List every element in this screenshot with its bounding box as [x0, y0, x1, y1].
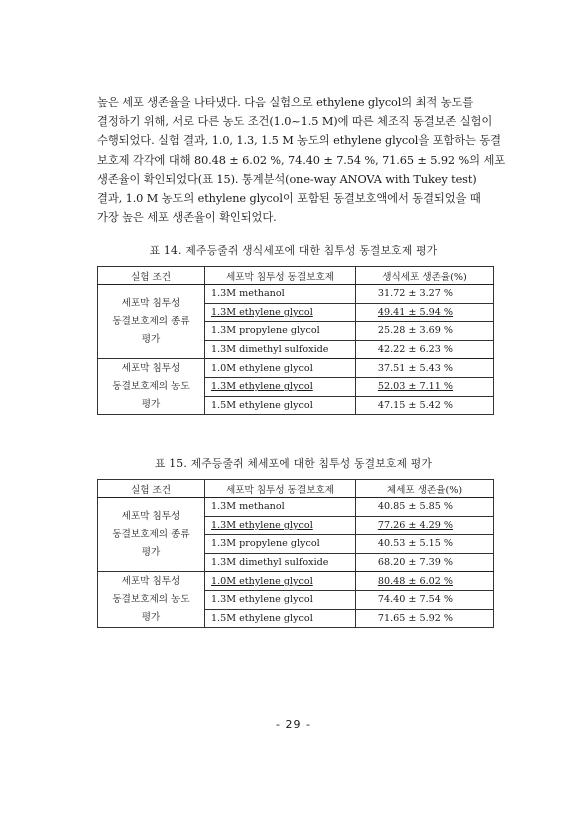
paragraph-line: 수행되었다. 실험 결과, 1.0, 1.3, 1.5 M 농도의 ethylene glycol을 포함하는 동결 [97, 134, 501, 148]
table-15 [97, 479, 494, 628]
value-cell: 42.22 ± 6.23 % [356, 340, 494, 359]
agent-cell: 1.3M propylene glycol [205, 322, 356, 341]
header-agent: 세포막 침투성 동결보호제 [205, 267, 356, 285]
agent-cell: 1.3M methanol [205, 498, 356, 517]
table-row [98, 498, 494, 517]
value-cell [356, 572, 494, 591]
agent-cell: 1.3M ethylene glycol [205, 516, 356, 535]
agent-cell: 1.3M methanol [205, 285, 356, 304]
group-type-label: 세포막 침투성 동결보호제의 종류 평가 [98, 498, 205, 572]
value-cell: 31.72 ± 3.27 % [356, 285, 494, 304]
group-type-label: 세포막 침투성 동결보호제의 종류 평가 [98, 285, 205, 359]
value-cell: 40.53 ± 5.15 % [356, 535, 494, 554]
value-cell: 37.51 ± 5.43 % [356, 359, 494, 378]
value-cell [356, 516, 494, 535]
value-cell: 40.85 ± 5.85 % [356, 498, 494, 517]
paragraph-line: 가장 높은 세포 생존율이 확인되었다. [97, 211, 277, 225]
value-cell [356, 303, 494, 322]
value-cell: 25.28 ± 3.69 % [356, 322, 494, 341]
table-header-row [98, 267, 494, 285]
header-survival: 체세포 생존율(%) [356, 480, 494, 498]
paragraph-line: 결정하기 위해, 서로 다른 농도 조건(1.0~1.5 M)에 따른 체조직 동결보존 실험이 [97, 115, 493, 129]
agent-cell: 1.5M ethylene glycol [205, 609, 356, 628]
table-14-caption: 표 14. 제주등줄쥐 생식세포에 대한 침투성 동결보호제 평가 [149, 244, 438, 257]
paragraph-line: 높은 세포 생존율을 나타냈다. 다음 실험으로 ethylene glycol의 최적 농도를 [97, 96, 474, 109]
value-cell: 71.65 ± 5.92 % [356, 609, 494, 628]
value-cell [356, 377, 494, 396]
table-14 [97, 266, 494, 415]
value-text: 80.48 ± 6.02 % [377, 575, 453, 587]
agent-cell: 1.3M dimethyl sulfoxide [205, 340, 356, 359]
table-row [98, 285, 494, 304]
header-condition: 실험 조건 [98, 480, 205, 498]
header-agent: 세포막 침투성 동결보호제 [205, 480, 356, 498]
value-text: 77.26 ± 4.29 % [377, 519, 453, 531]
table-row [98, 572, 494, 591]
group-concentration-label: 세포막 침투성 동결보호제의 농도 평가 [98, 359, 205, 415]
table-header-row [98, 480, 494, 498]
body-paragraph [97, 93, 506, 227]
value-cell: 68.20 ± 7.39 % [356, 553, 494, 572]
paragraph-line: 결과, 1.0 M 농도의 ethylene glycol이 포함된 동결보호액에서 동결되었을 때 [97, 192, 481, 206]
header-survival: 생식세포 생존율(%) [356, 267, 494, 285]
agent-cell: 1.3M ethylene glycol [205, 377, 356, 396]
group-concentration-label: 세포막 침투성 동결보호제의 농도 평가 [98, 572, 205, 628]
header-condition: 실험 조건 [98, 267, 205, 285]
agent-cell: 1.3M dimethyl sulfoxide [205, 553, 356, 572]
agent-cell: 1.3M propylene glycol [205, 535, 356, 554]
page-number: - 29 - [276, 718, 311, 731]
agent-cell: 1.3M ethylene glycol [205, 303, 356, 322]
agent-cell: 1.5M ethylene glycol [205, 396, 356, 415]
table-15-caption: 표 15. 제주등줄쥐 체세포에 대한 침투성 동결보호제 평가 [154, 457, 433, 470]
paragraph-line: 생존율이 확인되었다(표 15). 통계분석(one-way ANOVA with Tukey test) [97, 172, 477, 186]
agent-cell: 1.0M ethylene glycol [205, 359, 356, 378]
agent-cell: 1.3M ethylene glycol [205, 590, 356, 609]
value-cell: 47.15 ± 5.42 % [356, 396, 494, 415]
agent-cell: 1.0M ethylene glycol [205, 572, 356, 591]
paragraph-line: 보호제 각각에 대해 80.48 ± 6.02 %, 74.40 ± 7.54 %, 71.65 ± 5.92 %의 세포 [97, 153, 506, 167]
table-row [98, 359, 494, 378]
value-text: 49.41 ± 5.94 % [377, 306, 453, 318]
value-cell: 74.40 ± 7.54 % [356, 590, 494, 609]
value-text: 52.03 ± 7.11 % [377, 381, 453, 393]
